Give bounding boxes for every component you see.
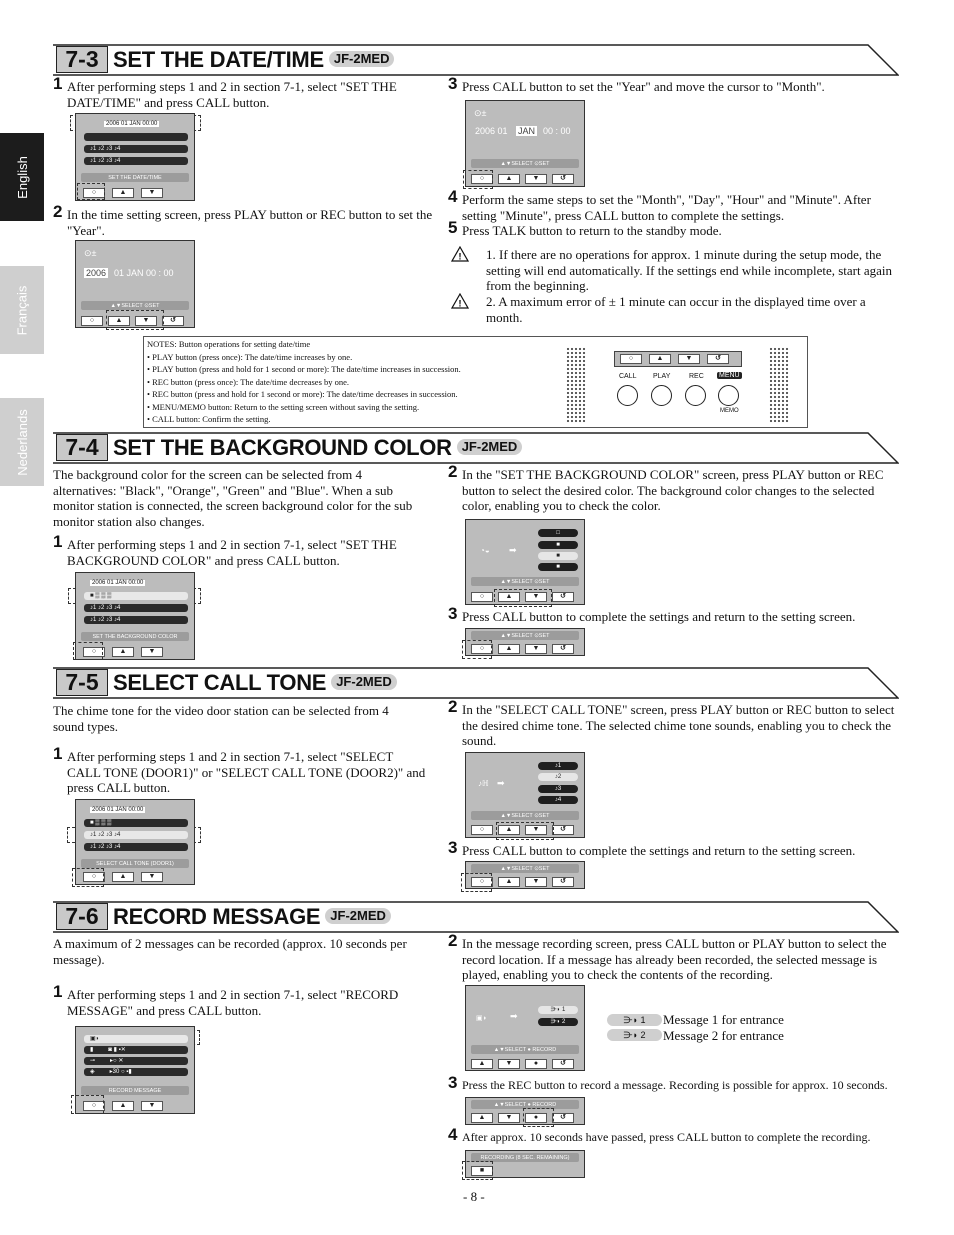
call-key-icon: ○ <box>471 825 493 835</box>
section-title <box>113 432 522 463</box>
play-button[interactable] <box>651 385 672 406</box>
recording-bar: RECORDING (8 SEC. REMAINING) <box>471 1153 579 1162</box>
menu-label-bar: SELECT CALL TONE (DOOR1) <box>81 859 189 868</box>
up-key-icon: ▲ <box>112 1101 134 1111</box>
s75-step-2-text: In the "SELECT CALL TONE" screen, press PLAY button or REC button to select the desired chime tone. The selected chime tone sounds, enabling you to check the sound. <box>462 702 895 748</box>
call-key-icon: ○ <box>83 872 105 882</box>
down-key-icon: ▼ <box>525 825 547 835</box>
select-set-bar: ▲▼SELECT ⊙SET <box>471 864 579 873</box>
s74-step-1: 1 After performing steps 1 and 2 in section 7-1, select "SET THE BACKGROUND COLOR" and press CALL button. <box>53 532 397 568</box>
call-key-icon: ○ <box>471 877 493 887</box>
s76-step-4-text: After approx. 10 seconds have passed, press CALL button to complete the recording. <box>462 1130 871 1144</box>
note-line: • MENU/MEMO button: Return to the setting screen without saving the setting. <box>147 401 420 412</box>
s75-step-3-text: Press CALL button to complete the settings and return to the setting screen. <box>462 843 856 858</box>
screen-year-month: 2006 01 <box>475 126 508 136</box>
up-key-icon: ▲ <box>471 1059 493 1069</box>
menu-row-1: ■ ▒ ▒ ▒ <box>84 819 188 827</box>
warning-1 <box>451 247 901 294</box>
note-line: • PLAY button (press and hold for 1 second or more): The date/time increases in succession. <box>147 364 461 374</box>
highlight-call-key <box>73 642 103 660</box>
rec-label: REC <box>689 373 704 380</box>
s73-step-4-text: Perform the same steps to set the "Month", "Day", "Hour" and "Minute". After setting "Minute", press CALL button to complete the settings. <box>462 192 871 223</box>
notes-list <box>147 338 567 426</box>
down-key-icon: ▼ <box>498 1113 520 1123</box>
color-option-orange[interactable]: ■ <box>538 541 578 549</box>
select-set-bar: ▲▼SELECT ⊙SET <box>471 811 579 820</box>
tone-option-1[interactable]: ♪1 <box>538 762 578 770</box>
select-record-bar: ▲▼SELECT ● RECORD <box>471 1100 579 1109</box>
menu-memo-button[interactable] <box>718 385 739 406</box>
s76-step-2: 2 In the message recording screen, press CALL button or PLAY button to select the record location. If a message has already been recorded, the selected message is played, enabling you to check the contents of the recording. <box>448 931 887 982</box>
call-key-icon: ○ <box>83 188 105 198</box>
s76-step-2-text: In the message recording screen, press CALL button or PLAY button to select the record location. If a message has already been recorded, the selected message is played, enabling you to check the contents of the recording. <box>462 936 887 982</box>
highlight-play-rec-keys <box>496 822 554 840</box>
down-key-icon: ▼ <box>525 644 547 654</box>
call-button[interactable] <box>617 385 638 406</box>
section-number: 7-6 <box>56 903 108 930</box>
down-key-icon: ▼ <box>525 877 547 887</box>
down-key-icon: ▼ <box>525 174 547 184</box>
color-option-black[interactable]: □ <box>538 529 578 537</box>
select-set-bar: ▲▼SELECT ⊙SET <box>471 577 579 586</box>
menu-label-bar: RECORD MESSAGE <box>81 1086 189 1095</box>
message-2-pill: ⋺◗ 2 <box>607 1029 662 1041</box>
rec-key-icon: ● <box>525 1113 547 1123</box>
s76-step-3: 3 Press the REC button to record a message. Recording is possible for approx. 10 seconds. <box>448 1073 888 1092</box>
model-badge: JF-2MED <box>331 674 397 690</box>
s73-step-1-text: After performing steps 1 and 2 in section 7-1, select "SET THE DATE/TIME" and press CALL button. <box>67 79 397 110</box>
down-key-icon: ▼ <box>525 592 547 602</box>
menu-row-2: ♪1 ♪2 ♪3 ♪4 <box>84 831 188 839</box>
section-header-7-4 <box>53 432 899 464</box>
s76-intro: A maximum of 2 messages can be recorded (approx. 10 seconds per message). <box>53 936 407 967</box>
screen-date: 2006 01 JAN 00:00 <box>92 580 144 586</box>
menu-row-2: ♪1 ♪2 ♪3 ♪4 <box>84 604 188 612</box>
screen-month: JAN <box>518 126 536 136</box>
select-set-bar: ▲▼SELECT ⊙SET <box>81 301 189 310</box>
return-key-icon: ↺ <box>162 316 184 326</box>
menu-row-3: ⊸ ▸○ ✕ <box>84 1057 188 1065</box>
note-line: • REC button (press and hold for 1 second or more): The date/time decreases in succession. <box>147 389 458 399</box>
tone-option-3[interactable]: ♪3 <box>538 785 578 793</box>
section-title <box>113 44 394 75</box>
down-key-icon: ▼ <box>141 188 163 198</box>
note-line: • CALL button: Confirm the setting. <box>147 414 271 424</box>
warning-icon <box>451 293 469 309</box>
s75-step-3: 3 Press CALL button to complete the settings and return to the setting screen. <box>448 838 856 858</box>
screen-buttons <box>471 1059 574 1069</box>
return-key-icon: ↺ <box>552 825 574 835</box>
return-key-icon: ↺ <box>552 174 574 184</box>
call-key-icon: ○ <box>83 647 105 657</box>
record-icon: ▣◗ <box>476 1015 487 1022</box>
up-key-icon: ▲ <box>498 825 520 835</box>
highlight-call-key <box>463 170 493 189</box>
up-key-icon: ▲ <box>112 188 134 198</box>
s74-step-2-text: In the "SET THE BACKGROUND COLOR" screen, press PLAY button or REC button to select the desired color. The background color changes to the selected color, enabling you to check the color. <box>462 467 884 513</box>
screen-date: 2006 01 JAN 00:00 <box>92 807 144 813</box>
color-option-green[interactable]: ■ <box>538 552 578 560</box>
up-key-icon: ▲ <box>498 644 520 654</box>
screen-buttons <box>620 354 729 364</box>
arrow-icon: ➡ <box>497 778 505 788</box>
return-key-icon: ↺ <box>707 354 729 364</box>
model-badge: JF-2MED <box>329 51 395 67</box>
tone-option-4[interactable]: ♪4 <box>538 796 578 804</box>
monitor-panel <box>614 351 742 367</box>
screen-date-rest: 01 JAN 00 : 00 <box>114 268 174 278</box>
select-set-bar: ▲▼SELECT ⊙SET <box>471 159 579 168</box>
select-record-bar: ▲▼SELECT ● RECORD <box>471 1045 579 1054</box>
down-key-icon: ▼ <box>141 872 163 882</box>
message-1-pill: ⋺◗ 1 <box>607 1014 662 1026</box>
up-key-icon: ▲ <box>649 354 671 364</box>
call-key-icon: ○ <box>471 174 493 184</box>
s76-step-4: 4 After approx. 10 seconds have passed, press CALL button to complete the recording. <box>448 1125 871 1144</box>
message-2-label: Message 2 for entrance <box>663 1028 784 1043</box>
s73-step-1: 1 After performing steps 1 and 2 in section 7-1, select "SET THE DATE/TIME" and press CALL button. <box>53 74 397 110</box>
s74-step-2: 2 In the "SET THE BACKGROUND COLOR" screen, press PLAY button or REC button to select the desired color. The background color changes to the selected color, enabling you to check the color. <box>448 462 884 513</box>
menu-row-3: ♪1 ♪2 ♪3 ♪4 <box>84 616 188 624</box>
color-option-blue[interactable]: ■ <box>538 563 578 571</box>
notes-box <box>143 336 808 428</box>
section-number: 7-5 <box>56 669 108 696</box>
highlight-call-key <box>461 873 492 892</box>
s75-intro: The chime tone for the video door station can be selected from 4 sound types. <box>53 703 389 734</box>
s73-step-5-text: Press TALK button to return to the standby mode. <box>462 223 722 238</box>
s75-step-1-text: After performing steps 1 and 2 in section 7-1, select "SELECT CALL TONE (DOOR1)" or "SELECT CALL TONE (DOOR2)" and press CALL button. <box>67 749 426 795</box>
down-key-icon: ▼ <box>141 647 163 657</box>
tab-francais-label: Français <box>14 285 30 335</box>
play-label: PLAY <box>653 373 671 380</box>
section-title-text: SET THE DATE/TIME <box>113 47 324 72</box>
message-1-label: Message 1 for entrance <box>663 1012 784 1027</box>
down-key-icon: ▼ <box>498 1059 520 1069</box>
highlight-call-key <box>77 183 105 200</box>
section-title-text: SET THE BACKGROUND COLOR <box>113 435 452 460</box>
warning-icon <box>451 246 469 262</box>
call-key-icon: ○ <box>620 354 642 364</box>
palette-icon: ◔◒ <box>480 546 490 555</box>
return-key-icon: ↺ <box>552 644 574 654</box>
call-key-icon: ○ <box>81 316 103 326</box>
section-number: 7-3 <box>56 46 108 73</box>
up-key-icon: ▲ <box>498 174 520 184</box>
menu-label-bar: SET THE DATE/TIME <box>81 173 189 182</box>
s76-step-1-text: After performing steps 1 and 2 in section 7-1, select "RECORD MESSAGE" and press CALL button. <box>67 987 399 1018</box>
up-key-icon: ▲ <box>112 872 134 882</box>
svg-text:!: ! <box>458 251 462 262</box>
slot-2-label: 2 <box>561 1019 566 1025</box>
s73-step-4: 4 Perform the same steps to set the "Month", "Day", "Hour" and "Minute". After setting "Minute", press CALL button to complete the settings. <box>448 187 871 223</box>
clock-icon: ⊙± <box>474 108 487 118</box>
call-key-icon: ○ <box>471 592 493 602</box>
s76-step-1: 1 After performing steps 1 and 2 in section 7-1, select "RECORD MESSAGE" and press CALL button. <box>53 982 399 1018</box>
stop-key-icon: ■ <box>471 1166 493 1176</box>
down-key-icon: ▼ <box>141 1101 163 1111</box>
s75-step-2: 2 In the "SELECT CALL TONE" screen, press PLAY button or REC button to select the desired chime tone. The selected chime tone sounds, enabling you to check the sound. <box>448 697 895 748</box>
memo-label: MEMO <box>720 408 739 414</box>
s74-step-3-text: Press CALL button to complete the settings and return to the setting screen. <box>462 609 856 624</box>
highlight-play-rec-keys <box>106 310 164 330</box>
s73-step-2-text: In the time setting screen, press PLAY button or REC button to set the "Year". <box>67 207 433 238</box>
return-key-icon: ↺ <box>552 1059 574 1069</box>
tab-nederlands[interactable] <box>0 398 44 486</box>
rec-button[interactable] <box>685 385 706 406</box>
highlight-play-rec-keys <box>494 589 552 607</box>
s75-step-1: 1 After performing steps 1 and 2 in section 7-1, select "SELECT CALL TONE (DOOR1)" or "SELECT CALL TONE (DOOR2)" and press CALL button. <box>53 744 426 795</box>
call-label: CALL <box>619 373 637 380</box>
rec-key-icon: ● <box>525 1059 547 1069</box>
call-key-icon: ○ <box>471 644 493 654</box>
highlight-call-key <box>462 1161 493 1180</box>
s74-intro: The background color for the screen can be selected from 4 alternatives: "Black", "Orange", "Green" and "Blue". When a sub monitor station is connected, the screen background color for the sub monitor station also changes. <box>53 467 413 529</box>
return-key-icon: ↺ <box>552 877 574 887</box>
highlight-call-key <box>462 640 492 659</box>
up-key-icon: ▲ <box>471 1113 493 1123</box>
s73-step-5: 5 Press TALK button to return to the standby mode. <box>448 218 722 238</box>
tone-option-2[interactable]: ♪2 <box>538 773 578 781</box>
screen-time: 00 : 00 <box>543 126 571 136</box>
menu-label-bar: SET THE BACKGROUND COLOR <box>81 632 189 641</box>
model-badge: JF-2MED <box>325 908 391 924</box>
s76-step-3-text: Press the REC button to record a message. Recording is possible for approx. 10 seconds. <box>462 1078 888 1092</box>
clock-icon: ⊙± <box>84 248 97 258</box>
section-header-7-5 <box>53 667 899 699</box>
s73-step-2: 2 In the time setting screen, press PLAY button or REC button to set the "Year". <box>53 202 433 238</box>
up-key-icon: ▲ <box>498 877 520 887</box>
highlight-call-key <box>71 1095 104 1114</box>
tone-icon: ♪ℍ <box>478 779 489 788</box>
page-number: - 8 - <box>463 1189 485 1204</box>
section-header-7-6 <box>53 901 899 933</box>
note-line: • REC button (press once): The date/time decreases by one. <box>147 376 350 387</box>
section-title-text: RECORD MESSAGE <box>113 904 321 929</box>
return-key-icon: ↺ <box>552 592 574 602</box>
tab-english[interactable] <box>0 133 44 221</box>
down-key-icon: ▼ <box>678 354 700 364</box>
arrow-icon: ➡ <box>509 545 517 555</box>
s74-step-3: 3 Press CALL button to complete the settings and return to the setting screen. <box>448 604 856 624</box>
note-line: NOTES: Button operations for setting date/time <box>147 339 311 349</box>
section-title-text: SELECT CALL TONE <box>113 670 327 695</box>
speaker-grille-right <box>769 347 789 423</box>
note-line: • PLAY button (press once): The date/time increases by one. <box>147 351 353 362</box>
up-key-icon: ▲ <box>498 592 520 602</box>
s73-step-3-text: Press CALL button to set the "Year" and move the cursor to "Month". <box>462 79 825 94</box>
menu-row-3: ♪1 ♪2 ♪3 ♪4 <box>84 843 188 851</box>
s74-step-1-text: After performing steps 1 and 2 in section 7-1, select "SET THE BACKGROUND COLOR" and press CALL button. <box>67 537 397 568</box>
screen-year: 2006 <box>86 268 107 278</box>
warning-2-text: 2. A maximum error of ± 1 minute can occur in the displayed time over a month. <box>486 294 866 325</box>
highlight-rec-key <box>523 1108 554 1127</box>
screen-date: 2006 01 JAN 00:00 <box>106 121 158 127</box>
menu-label: MENU <box>719 372 740 379</box>
section-title <box>113 667 397 698</box>
up-key-icon: ▲ <box>112 647 134 657</box>
section-title <box>113 901 391 932</box>
highlight-call-key <box>72 868 104 887</box>
speaker-grille-left <box>566 347 586 423</box>
tab-english-label: English <box>14 155 30 199</box>
up-key-icon: ▲ <box>108 316 130 326</box>
return-key-icon: ↺ <box>552 1113 574 1123</box>
record-message-screen <box>465 985 585 1071</box>
section-header-7-3 <box>53 44 899 76</box>
msg-pill-1-label: 1 <box>640 1015 646 1025</box>
model-badge: JF-2MED <box>457 439 523 455</box>
menu-row-1: ▣◗ <box>84 1035 188 1043</box>
select-set-bar: ▲▼SELECT ⊙SET <box>471 631 579 640</box>
menu-row-2: ♪1 ♪2 ♪3 ♪4 <box>84 145 188 153</box>
menu-row-1 <box>84 133 188 141</box>
call-key-icon: ○ <box>83 1101 105 1111</box>
warning-1-text: 1. If there are no operations for approx. 1 minute during the setup mode, the setting will end automatically. If the settings end while incomplete, start again from the beginning. <box>486 247 893 293</box>
msg-pill-2-label: 2 <box>640 1030 646 1040</box>
section-number: 7-4 <box>56 434 108 461</box>
menu-row-4: ◈ ▸30 ○ ▪▮ <box>84 1068 188 1076</box>
tab-francais[interactable] <box>0 266 44 354</box>
s73-step-3: 3 Press CALL button to set the "Year" and move the cursor to "Month". <box>448 74 825 94</box>
arrow-icon: ➡ <box>510 1011 518 1021</box>
slot-1-label: 1 <box>561 1007 566 1013</box>
menu-row-2: ▮ ◙ ▮ ▪✕ <box>84 1046 188 1054</box>
menu-row-3: ♪1 ♪2 ♪3 ♪4 <box>84 157 188 165</box>
down-key-icon: ▼ <box>135 316 157 326</box>
message-slot-1[interactable]: ⋺◗ 1 <box>538 1006 578 1014</box>
tab-nederlands-label: Nederlands <box>14 408 30 476</box>
message-slot-2[interactable]: ⋺◗ 2 <box>538 1018 578 1026</box>
warning-2 <box>451 294 901 325</box>
menu-row-1: ■ ▒ ▒ ▒ <box>84 592 188 600</box>
svg-text:!: ! <box>458 298 462 309</box>
